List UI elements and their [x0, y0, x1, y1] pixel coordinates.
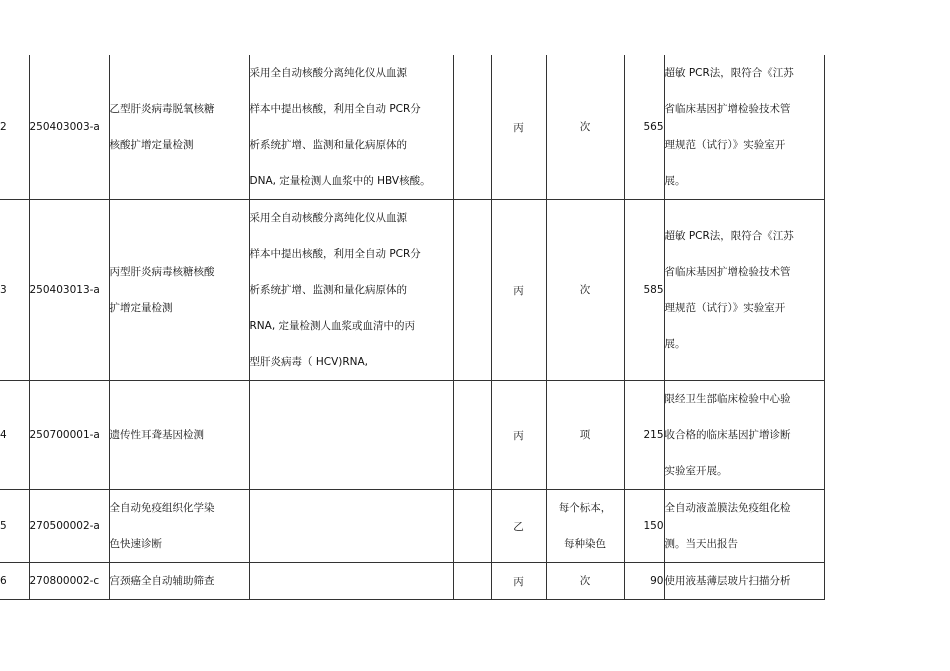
item-unit — [546, 381, 624, 490]
item-note-line: 实验室开展。 — [664, 465, 728, 477]
row-number: 2 — [0, 55, 29, 200]
item-unit-line: 每种染色 — [564, 538, 606, 550]
blank-cell — [453, 490, 491, 563]
item-name — [109, 200, 249, 381]
item-content — [249, 200, 453, 381]
item-code: 250403013-a — [29, 200, 109, 381]
item-note-line: 超敏 PCR法，限符合《江苏 — [664, 67, 794, 79]
item-price: 150 — [624, 490, 664, 563]
table-row — [0, 200, 824, 381]
item-unit — [546, 55, 624, 200]
item-price: 90 — [624, 563, 664, 600]
item-note-line: 理规范（试行）》实验室开 — [664, 302, 786, 314]
item-content-line: 样本中提出核酸，利用全自动 PCR分 — [249, 248, 421, 260]
table-row — [0, 55, 824, 200]
item-price: 565 — [624, 55, 664, 200]
item-name-line: 乙型肝炎病毒脱氧核糖 — [109, 103, 215, 115]
item-content-line: 采用全自动核酸分离纯化仪从血源 — [249, 67, 407, 79]
item-grade: 丙 — [491, 200, 546, 381]
item-note-line: 测。当天出报告 — [664, 538, 738, 550]
item-content — [249, 381, 453, 490]
item-content — [249, 490, 453, 563]
item-note — [664, 490, 824, 563]
item-content-line: 型肝炎病毒（ HCV)RNA, — [249, 356, 369, 368]
item-content-line: DNA, 定量检测人血浆中的 HBV核酸。 — [249, 175, 431, 187]
item-note-line: 收合格的临床基因扩增诊断 — [664, 429, 791, 441]
item-code: 250403003-a — [29, 55, 109, 200]
item-note-line: 省临床基因扩增检验技术管 — [664, 103, 791, 115]
item-name — [109, 490, 249, 563]
item-note — [664, 55, 824, 200]
item-content-line: 析系统扩增、监测和量化病原体的 — [249, 139, 407, 151]
item-content — [249, 55, 453, 200]
item-unit-line: 每个标本， — [558, 502, 612, 514]
item-name-line: 色快速诊断 — [109, 538, 162, 550]
item-unit-line: 次 — [579, 121, 591, 133]
item-content-line: 采用全自动核酸分离纯化仪从血源 — [249, 212, 407, 224]
table-row — [0, 381, 824, 490]
item-grade: 丙 — [491, 55, 546, 200]
item-note-line: 全自动液盖膜法免疫组化检 — [664, 502, 791, 514]
item-code: 270500002-a — [29, 490, 109, 563]
row-number: 3 — [0, 200, 29, 381]
blank-cell — [453, 200, 491, 381]
row-number: 6 — [0, 563, 29, 600]
item-unit — [546, 200, 624, 381]
item-unit-line: 次 — [579, 284, 591, 296]
item-note — [664, 381, 824, 490]
item-grade: 丙 — [491, 563, 546, 600]
item-grade: 丙 — [491, 381, 546, 490]
item-code: 250700001-a — [29, 381, 109, 490]
item-note — [664, 563, 824, 600]
table-row — [0, 563, 824, 600]
item-content-line: RNA, 定量检测人血浆或血清中的丙 — [249, 320, 416, 332]
row-number: 4 — [0, 381, 29, 490]
blank-cell — [453, 55, 491, 200]
item-note — [664, 200, 824, 381]
item-unit — [546, 563, 624, 600]
item-name — [109, 55, 249, 200]
item-note-line: 限经卫生部临床检验中心验 — [664, 393, 791, 405]
item-note-line: 省临床基因扩增检验技术管 — [664, 266, 791, 278]
item-unit-line: 项 — [579, 429, 591, 441]
item-unit-line: 次 — [579, 575, 591, 587]
item-name-line: 全自动免疫组织化学染 — [109, 502, 215, 514]
fee-table — [0, 55, 825, 600]
item-content-line: 析系统扩增、监测和量化病原体的 — [249, 284, 407, 296]
item-name-line: 核酸扩增定量检测 — [109, 139, 194, 151]
item-note-line: 展。 — [664, 175, 686, 187]
item-content — [249, 563, 453, 600]
item-name-line: 丙型肝炎病毒核糖核酸 — [109, 266, 215, 278]
item-note-line: 超敏 PCR法，限符合《江苏 — [664, 230, 794, 242]
item-name-line: 宫颈癌全自动辅助筛查 — [109, 575, 215, 587]
item-price: 585 — [624, 200, 664, 381]
item-name — [109, 381, 249, 490]
item-note-line: 展。 — [664, 338, 686, 350]
item-price: 215 — [624, 381, 664, 490]
row-number: 5 — [0, 490, 29, 563]
item-note-line: 使用液基薄层玻片扫描分析 — [664, 575, 791, 587]
item-name — [109, 563, 249, 600]
item-name-line: 遗传性耳聋基因检测 — [109, 429, 204, 441]
item-grade: 乙 — [491, 490, 546, 563]
item-unit — [546, 490, 624, 563]
blank-cell — [453, 563, 491, 600]
table-row — [0, 490, 824, 563]
item-note-line: 理规范（试行）》实验室开 — [664, 139, 786, 151]
item-name-line: 扩增定量检测 — [109, 302, 173, 314]
item-code: 270800002-c — [29, 563, 109, 600]
item-content-line: 样本中提出核酸，利用全自动 PCR分 — [249, 103, 421, 115]
blank-cell — [453, 381, 491, 490]
